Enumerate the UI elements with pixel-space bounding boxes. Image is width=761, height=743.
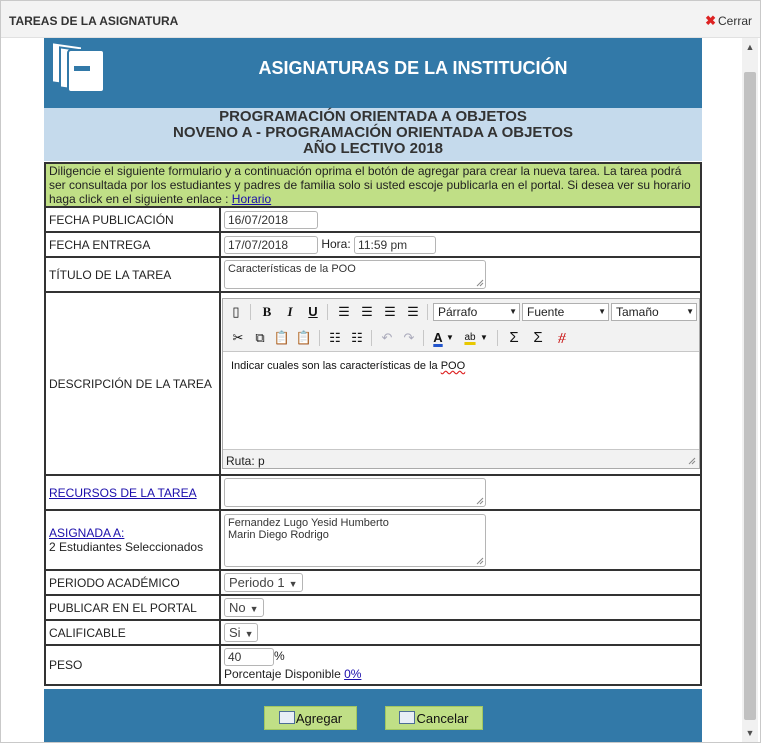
publish-date-input[interactable]: 16/07/2018 [224,211,318,229]
due-date-label: FECHA ENTREGA [45,232,220,257]
new-document-icon[interactable]: ▯ [232,304,240,319]
publish-portal-select[interactable]: No ▼ [224,598,264,617]
scrollbar-thumb[interactable] [744,72,756,720]
chevron-down-icon[interactable]: ▼ [480,333,488,342]
chevron-down-icon: ▼ [686,307,694,316]
redo-icon[interactable]: ↷ [403,330,415,345]
chevron-down-icon[interactable]: ▼ [446,333,454,342]
strike-formula-icon[interactable]: ⧣ [557,329,567,346]
cut-icon[interactable]: ✂ [232,330,244,345]
publish-portal-label: PUBLICAR EN EL PORTAL [45,595,220,620]
form-footer [44,689,702,742]
chevron-down-icon: ▼ [598,307,606,316]
task-form [44,162,702,686]
publish-date-label: FECHA PUBLICACIÓN [45,207,220,232]
title-input[interactable]: Características de la POO [224,260,486,289]
weight-label: PESO [45,645,220,685]
highlight-color-icon[interactable]: ab [464,332,476,343]
dialog-title: TAREAS DE LA ASIGNATURA [9,14,179,28]
italic-icon[interactable]: I [287,304,293,319]
bullet-list-icon[interactable]: ☷ [329,330,341,345]
align-center-icon[interactable]: ☰ [361,304,373,319]
copy-icon[interactable]: ⧉ [255,330,265,345]
numbered-list-icon[interactable]: ☷ [351,330,363,345]
course-group: NOVENO A - PROGRAMACIÓN ORIENTADA A OBJETOS [172,124,574,141]
undo-icon[interactable]: ↶ [381,330,393,345]
weight-unit: % [274,648,285,663]
assigned-count: 2 Estudiantes Seleccionados [49,540,204,554]
sum-field-icon[interactable]: Σ [509,329,519,346]
due-time-label: Hora: [321,236,351,251]
page-header [44,38,702,108]
page-title: ASIGNATURAS DE LA INSTITUCIÓN [258,58,568,78]
resources-link[interactable]: RECURSOS DE LA TAREA [49,485,197,500]
close-button[interactable] [705,13,752,29]
intro-text: Diligencie el siguiente formulario y a continuación oprima el botón de agregar para crear la nueva tarea. La tarea podrá ser consultada por los estudiantes y padres de familia solo si usted escoje publicarla en el portal. Si desea ver su horario haga click en el siguiente enlace : Horario [45,163,701,207]
chevron-down-icon: ▼ [509,307,517,316]
close-label: Cerrar [717,14,752,28]
due-date-input[interactable]: 17/07/2018 [224,236,318,254]
editor-path-bar: Ruta: p [223,450,699,468]
align-justify-icon[interactable]: ☰ [407,304,419,319]
editor-toolbar-row-1 [223,299,699,325]
resize-grip-icon[interactable] [688,457,696,465]
paste-word-icon[interactable]: 📋 [295,330,313,345]
description-editor-area[interactable]: Indicar cuales son las características de la POO [223,351,699,450]
chevron-down-icon: ▼ [249,604,259,614]
font-select[interactable]: Fuente ▼ [522,303,609,321]
assigned-to-link[interactable]: ASIGNADA A: [49,526,125,540]
available-weight-label: Porcentaje Disponible [224,666,345,681]
period-select[interactable]: Periodo 1 ▼ [224,573,303,592]
underline-icon[interactable]: U [308,304,318,319]
form-icon [279,711,295,724]
school-year: AÑO LECTIVO 2018 [302,140,444,157]
align-right-icon[interactable]: ☰ [384,304,396,319]
period-label: PERIODO ACADÉMICO [45,570,220,595]
due-time-input[interactable]: 11:59 pm [354,236,436,254]
assigned-students-box[interactable] [224,514,486,567]
add-button[interactable]: Agregar [264,706,357,730]
weight-input[interactable]: 40 [224,648,274,666]
resize-grip-icon[interactable] [476,557,484,565]
form-icon [399,711,415,724]
dialog-titlebar [1,1,760,38]
gradable-select[interactable]: Si ▼ [224,623,258,642]
chevron-down-icon: ▼ [288,579,298,589]
student-item: Fernandez Lugo Yesid Humberto [228,516,389,529]
student-item: Marin Diego Rodrigo [228,528,329,541]
resize-grip-icon[interactable] [476,497,484,505]
scroll-up-icon[interactable]: ▲ [745,42,755,52]
dialog-content [1,38,741,742]
description-label: DESCRIPCIÓN DE LA TAREA [45,292,220,475]
chevron-down-icon: ▼ [244,629,254,639]
resources-input[interactable] [224,478,486,507]
sum-icon[interactable]: Σ [533,329,543,346]
gradable-label: CALIFICABLE [45,620,220,645]
align-left-icon[interactable]: ☰ [338,304,350,319]
cancel-button[interactable]: Cancelar [385,706,483,730]
schedule-link[interactable]: Horario [231,192,272,206]
editor-toolbar-row-2 [223,325,699,351]
vertical-scrollbar[interactable] [742,38,758,742]
resize-grip-icon[interactable] [476,279,484,287]
paste-icon[interactable]: 📋 [273,330,291,345]
scroll-down-icon[interactable]: ▼ [745,728,755,738]
text-color-icon[interactable]: A [433,330,443,345]
size-select[interactable]: Tamaño ▼ [611,303,697,321]
format-select[interactable]: Párrafo ▼ [433,303,520,321]
course-name: PROGRAMACIÓN ORIENTADA A OBJETOS [219,108,527,125]
available-weight-link[interactable]: 0% [344,666,362,681]
bold-icon[interactable]: B [262,304,272,319]
close-icon: ✖ [705,13,716,28]
title-label: TÍTULO DE LA TAREA [45,257,220,292]
rich-text-editor [222,298,700,469]
course-heading [44,108,702,161]
